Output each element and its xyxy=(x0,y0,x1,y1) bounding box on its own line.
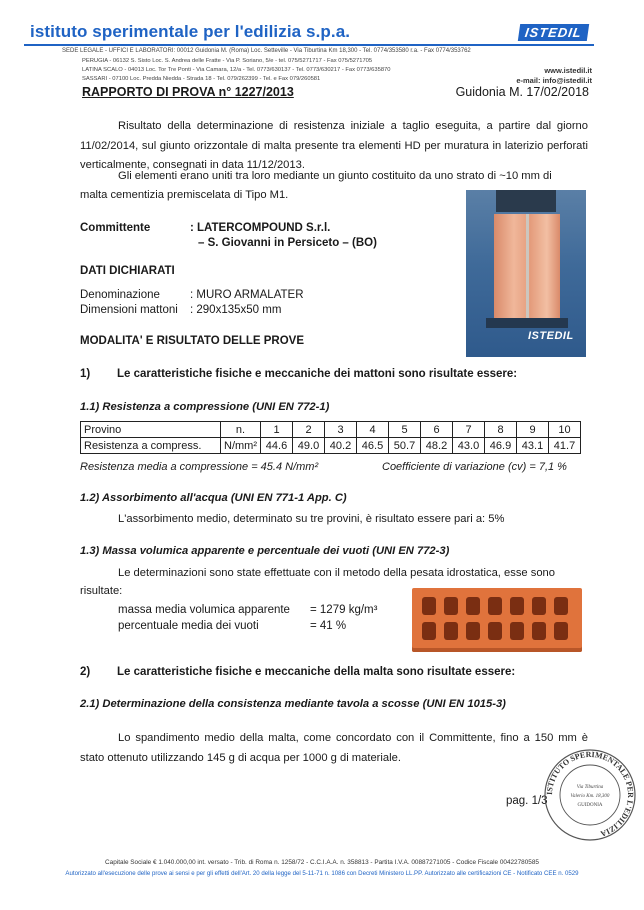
company-stamp xyxy=(542,747,638,843)
report-number: RAPPORTO DI PROVA n° 1227/2013 xyxy=(82,85,294,99)
table-cell: Provino xyxy=(81,422,221,438)
modalita-title: MODALITA' E RISULTATO DELLE PROVE xyxy=(80,335,305,347)
header-rule xyxy=(24,44,594,46)
section-1-number: 1) xyxy=(80,368,91,380)
brick-hole xyxy=(554,622,568,640)
table-cell: 9 xyxy=(517,422,549,438)
compression-table xyxy=(80,421,581,454)
table-cell: 2 xyxy=(293,422,325,438)
dimensioni-label: Dimensioni mattoni xyxy=(80,304,178,316)
table-cell: 7 xyxy=(453,422,485,438)
istedil-logo: ISTEDIL xyxy=(518,24,589,41)
brick-hole xyxy=(488,597,502,615)
test-photo xyxy=(466,190,586,357)
section-1-2-title: 1.2) Assorbimento all'acqua (UNI EN 771-1 App. C) xyxy=(80,492,347,504)
brick-photo xyxy=(412,588,582,652)
brick-hole xyxy=(466,597,480,615)
denominazione-label: Denominazione xyxy=(80,289,160,301)
header-sede-line: SEDE LEGALE - UFFICI E LABORATORI: 00012 Guidonia M. (Roma) Loc. Setteville - Via Tiburtina Km 18,300 - Tel. 0774/353580 r.a. - Fax 0774/353762 xyxy=(62,48,471,54)
table-cell: 43.0 xyxy=(453,438,485,454)
brick-hole xyxy=(532,622,546,640)
section-2-1-title: 2.1) Determinazione della consistenza mediante tavola a scosse (UNI EN 1015-3) xyxy=(80,698,506,710)
absorption-text: L'assorbimento medio, determinato su tre provini, è risultato essere pari a: 5% xyxy=(118,513,505,525)
density-text-line-2: risultate: xyxy=(80,585,123,597)
mortar-consistency-text: Lo spandimento medio della malta, come concordato con il Committente, fino a 150 mm è stato ottenuto utilizzando 145 g di acqua per 1000 g di materiale. xyxy=(80,732,588,764)
header-email: e-mail: info@istedil.it xyxy=(516,76,592,85)
table-cell: 44.6 xyxy=(261,438,293,454)
client-label: Committente xyxy=(80,222,151,234)
stamp-inner-line-2: Valerio Km. 18,300 xyxy=(570,794,610,799)
stamp-inner-line-1: Via Tiburtina xyxy=(576,785,604,790)
brick-hole xyxy=(510,597,524,615)
client-location: – S. Giovanni in Persiceto – (BO) xyxy=(198,237,377,249)
brick-hole xyxy=(422,622,436,640)
brick-hole xyxy=(488,622,502,640)
table-row xyxy=(81,438,581,454)
section-1-1-title: 1.1) Resistenza a compressione (UNI EN 772-1) xyxy=(80,401,330,413)
table-cell: 49.0 xyxy=(293,438,325,454)
header-website: www.istedil.it xyxy=(544,66,592,75)
mortar-joint xyxy=(526,214,529,320)
brick-hole xyxy=(444,622,458,640)
table-cell: 8 xyxy=(485,422,517,438)
table-cell: Resistenza a compress. xyxy=(81,438,221,454)
compression-mean: Resistenza media a compressione = 45.4 N/mm² xyxy=(80,461,319,473)
table-cell: 4 xyxy=(357,422,389,438)
table-cell: 1 xyxy=(261,422,293,438)
brick-hole xyxy=(466,622,480,640)
table-cell: 3 xyxy=(325,422,357,438)
table-cell: 41.7 xyxy=(549,438,581,454)
table-cell: 46.9 xyxy=(485,438,517,454)
header-perugia-line: PERUGIA - 06132 S. Sisto Loc. S. Andrea delle Fratte - Via P. Soriano, 5/e - tel. 075/5271717 - Fax 075/5271705 xyxy=(82,58,373,64)
photo-brand: ISTEDIL xyxy=(528,330,574,342)
table-cell: 40.2 xyxy=(325,438,357,454)
footer-legal-line: Capitale Sociale € 1.040.000,00 int. versato - Trib. di Roma n. 1258/72 - C.C.I.A.A. n. 358813 - Partita I.V.A. 00887271005 - Codice Fiscale 00422780585 xyxy=(105,859,539,866)
intro-paragraph-1: Risultato della determinazione di resistenza iniziale a taglio eseguita, a partire dal giorno 11/02/2014, sul giunto orizzontale di malta presente tra elementi HD per muratura in laterizio perforati verticalmente, consegnati in data 11/12/2013. xyxy=(80,120,588,171)
header-latina-line: LATINA SCALO - 04013 Loc. Tor Tre Ponti - Via Camara, 12/a - Tel. 0773/630137 - Tel. 0773/630217 - Fax 0773/635870 xyxy=(82,67,391,73)
intro-paragraph-2-line-2: malta cementizia premiscelata di Tipo M1. xyxy=(80,189,289,201)
section-2-number: 2) xyxy=(80,666,91,678)
client-name: : LATERCOMPOUND S.r.l. xyxy=(190,222,331,234)
density-value: = 1279 kg/m³ xyxy=(310,604,378,616)
brick-hole xyxy=(444,597,458,615)
report-date: Guidonia M. 17/02/2018 xyxy=(455,85,589,99)
brick-hole xyxy=(510,622,524,640)
stamp-inner-line-3: GUIDONIA xyxy=(577,803,603,808)
table-cell: 48.2 xyxy=(421,438,453,454)
stamp-ring-text: ISTITUTO SPERIMENTALE PER L'EDILIZIA xyxy=(544,749,636,839)
press-plate xyxy=(496,190,556,212)
table-cell: n. xyxy=(221,422,261,438)
brick-hole xyxy=(532,597,546,615)
declared-data-title: DATI DICHIARATI xyxy=(80,265,175,277)
coefficient-variation: Coefficiente di variazione (cv) = 7,1 % xyxy=(382,461,567,473)
press-base xyxy=(486,318,568,328)
section-1-title: Le caratteristiche fisiche e meccaniche dei mattoni sono risultate essere: xyxy=(117,368,518,380)
section-2-title: Le caratteristiche fisiche e meccaniche della malta sono risultate essere: xyxy=(117,666,516,678)
section-1-3-title: 1.3) Massa volumica apparente e percentuale dei vuoti (UNI EN 772-3) xyxy=(80,545,450,557)
table-cell: 50.7 xyxy=(389,438,421,454)
header-sassari-line: SASSARI - 07100 Loc. Predda Niedda - Strada 18 - Tel. 079/262399 - Tel. e Fax 079/260581 xyxy=(82,76,321,82)
table-cell: 5 xyxy=(389,422,421,438)
table-cell: 46.5 xyxy=(357,438,389,454)
table-cell: 43.1 xyxy=(517,438,549,454)
denominazione-value: : MURO ARMALATER xyxy=(190,289,304,301)
table-cell: N/mm² xyxy=(221,438,261,454)
dimensioni-value: : 290x135x50 mm xyxy=(190,304,282,316)
brick-hole xyxy=(554,597,568,615)
brick-hole xyxy=(422,597,436,615)
intro-paragraph-2-line-1: Gli elementi erano uniti tra loro mediante un giunto costituito da uno strato di ~10 mm di xyxy=(118,170,552,182)
footer-authorization-line: Autorizzato all'esecuzione delle prove ai sensi e per gli effetti dell'Art. 20 della legge del 5-11-71 n. 1086 con Decreti Ministero LL.PP. Autorizzato alle certificazioni CE - Notificato CEE n. 0529 xyxy=(65,870,579,877)
voids-value: = 41 % xyxy=(310,620,347,632)
table-row xyxy=(81,422,581,438)
page-number: pag. 1/3 xyxy=(506,795,548,807)
table-cell: 6 xyxy=(421,422,453,438)
density-label: massa media volumica apparente xyxy=(118,604,290,616)
density-text-line-1: Le determinazioni sono state effettuate con il metodo della pesata idrostatica, esse sono xyxy=(118,567,556,579)
voids-label: percentuale media dei vuoti xyxy=(118,620,259,632)
company-name: istituto sperimentale per l'edilizia s.p.a. xyxy=(30,22,351,41)
table-cell: 10 xyxy=(549,422,581,438)
